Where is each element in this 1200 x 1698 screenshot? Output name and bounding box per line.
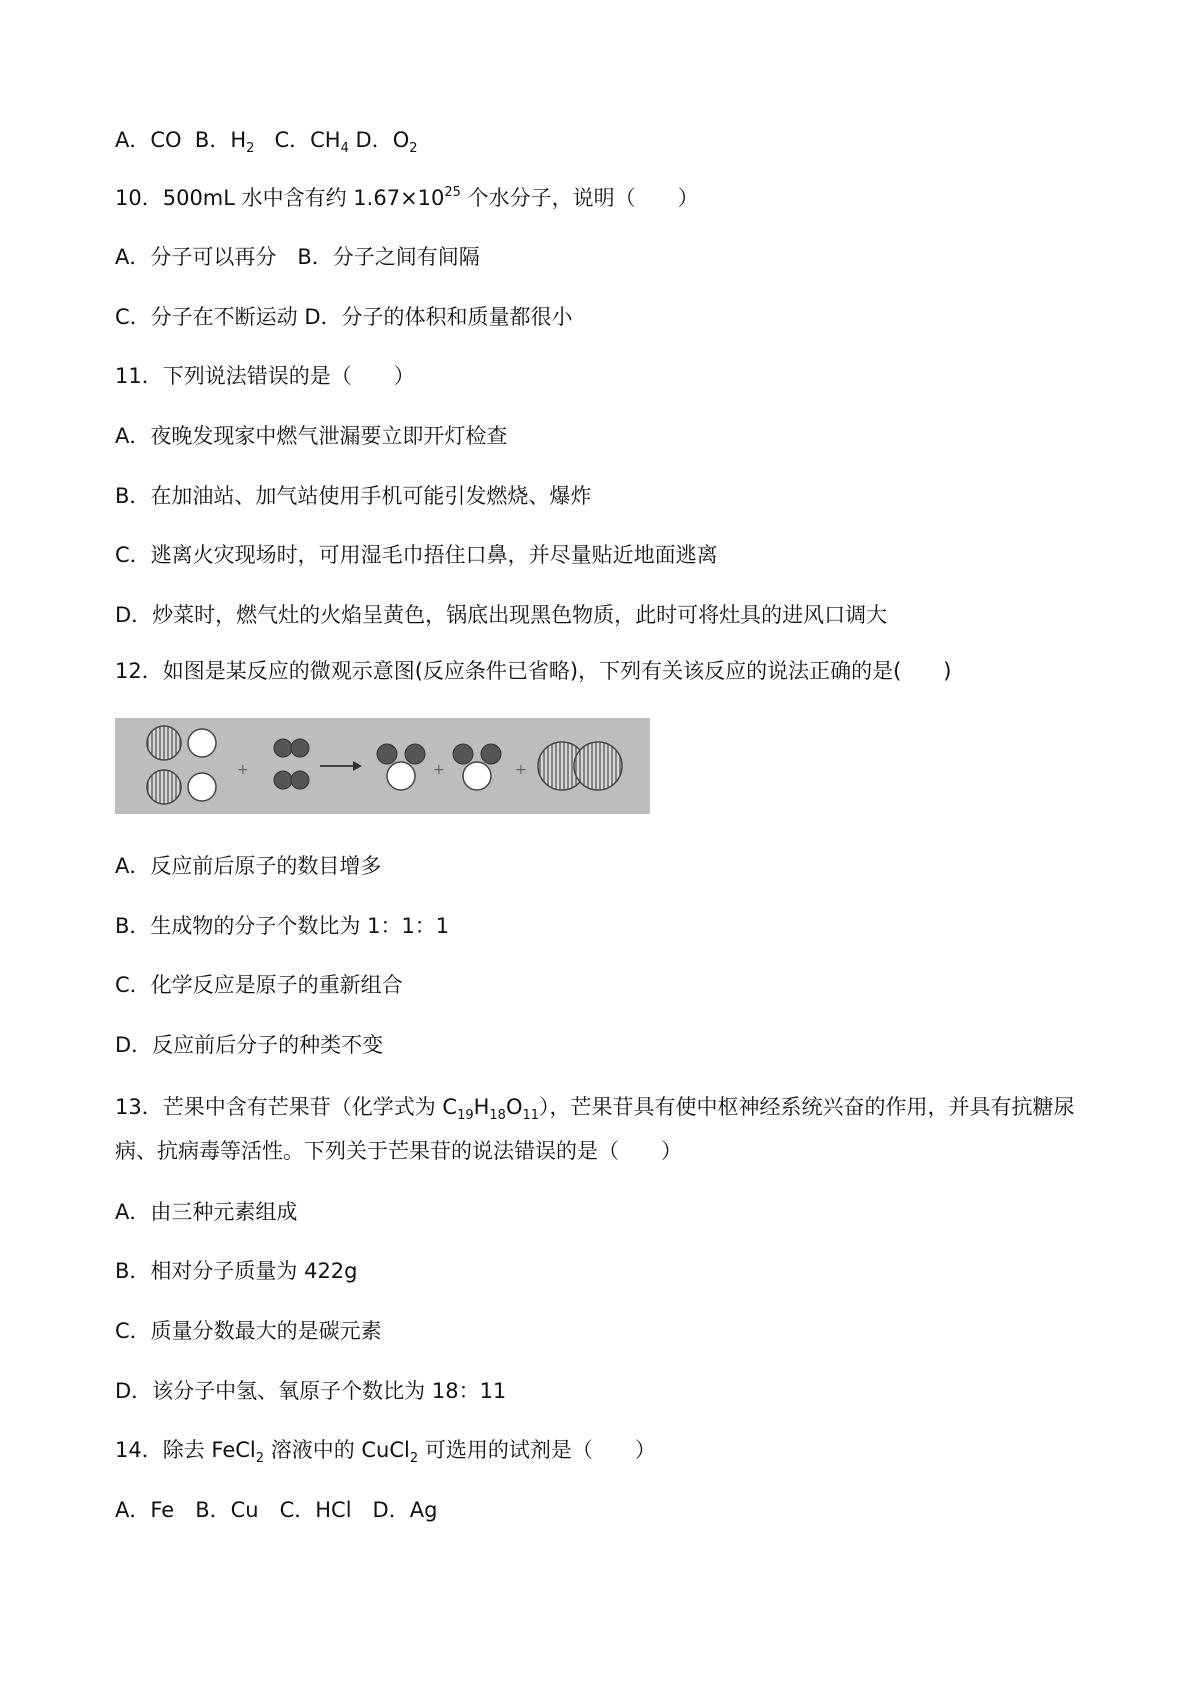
q9-option-b: B．H (194, 128, 247, 152)
reactant-2-molecule-bottom (274, 771, 309, 789)
reactant-1-molecule-top (147, 726, 216, 760)
q9-option-c: C．CH (274, 128, 341, 152)
q12-option-c: C．化学反应是原子的重新组合 (115, 973, 403, 997)
reaction-arrow (320, 761, 362, 771)
q12-stem: 12．如图是某反应的微观示意图(反应条件已省略)，下列有关该反应的说法正确的是( ) (115, 659, 952, 683)
reaction-diagram (115, 718, 650, 814)
product-2-molecule (453, 744, 501, 790)
subscript: 2 (255, 1451, 265, 1466)
q13-option-a: A．由三种元素组成 (115, 1200, 298, 1224)
subscript: 19 (457, 1108, 474, 1123)
q10-stem: 10．500mL 水中含有约 $1.67\times 10^{25}$ 个水分子，说明（ ） (115, 185, 699, 210)
subscript: 2 (246, 141, 255, 156)
superscript: 25 (444, 185, 461, 200)
subscript: 2 (409, 141, 418, 156)
product-1-molecule (377, 744, 425, 790)
q13-option-c: C．质量分数最大的是碳元素 (115, 1319, 382, 1343)
q14-stem: 14．除去 FeCl$_2$ 溶液中的 CuCl$_2$ 可选用的试剂是（ ） (115, 1438, 656, 1466)
subscript: 4 (340, 141, 349, 156)
q9-options (115, 125, 418, 155)
product-3-molecule (538, 742, 622, 790)
subscript: 18 (489, 1108, 506, 1123)
plus-sign: + (237, 762, 249, 778)
q13-option-d: D．该分子中氢、氧原子个数比为 18：11 (115, 1379, 507, 1403)
plus-sign: + (433, 762, 445, 778)
q12-option-b: B．生成物的分子个数比为 1：1：1 (115, 914, 450, 938)
q13-stem: 13．芒果中含有芒果苷（化学式为 $C_{19}H_{18}O_{11}$），芒果苷具有使中枢神经系统兴奋的作用，并具有抗糖尿病、抗病毒等活性。下列关于芒果苷的说法错误的是（ ） (115, 1095, 1075, 1163)
reactant-1-molecule-bottom (147, 770, 216, 804)
q11-option-a: A．夜晚发现家中燃气泄漏要立即开灯检查 (115, 424, 508, 448)
subscript: 2 (409, 1451, 419, 1466)
reaction-diagram-svg (115, 718, 650, 814)
q12-option-a: A．反应前后原子的数目增多 (115, 854, 382, 878)
q11-option-b: B．在加油站、加气站使用手机可能引发燃烧、爆炸 (115, 484, 592, 508)
q11-stem: 11．下列说法错误的是（ ） (115, 364, 415, 388)
q9-option-d: D．O (355, 128, 410, 152)
reactant-2-molecule-top (274, 739, 309, 757)
q12-option-d: D．反应前后分子的种类不变 (115, 1033, 384, 1057)
plus-sign: + (515, 762, 527, 778)
q14-options: A．Fe B．Cu C．HCl D．Ag (115, 1498, 438, 1522)
q11-option-d: D．炒菜时，燃气灶的火焰呈黄色，锅底出现黑色物质，此时可将灶具的进风口调大 (115, 603, 888, 627)
q9-option-a: A．CO (115, 128, 182, 152)
q13-option-b: B．相对分子质量为 422g (115, 1259, 358, 1283)
subscript: 11 (522, 1108, 540, 1123)
q10-options-cd: C．分子在不断运动 D．分子的体积和质量都很小 (115, 305, 573, 329)
q10-options-ab: A．分子可以再分 B．分子之间有间隔 (115, 245, 480, 269)
q11-option-c: C．逃离火灾现场时，可用湿毛巾捂住口鼻，并尽量贴近地面逃离 (115, 543, 718, 567)
